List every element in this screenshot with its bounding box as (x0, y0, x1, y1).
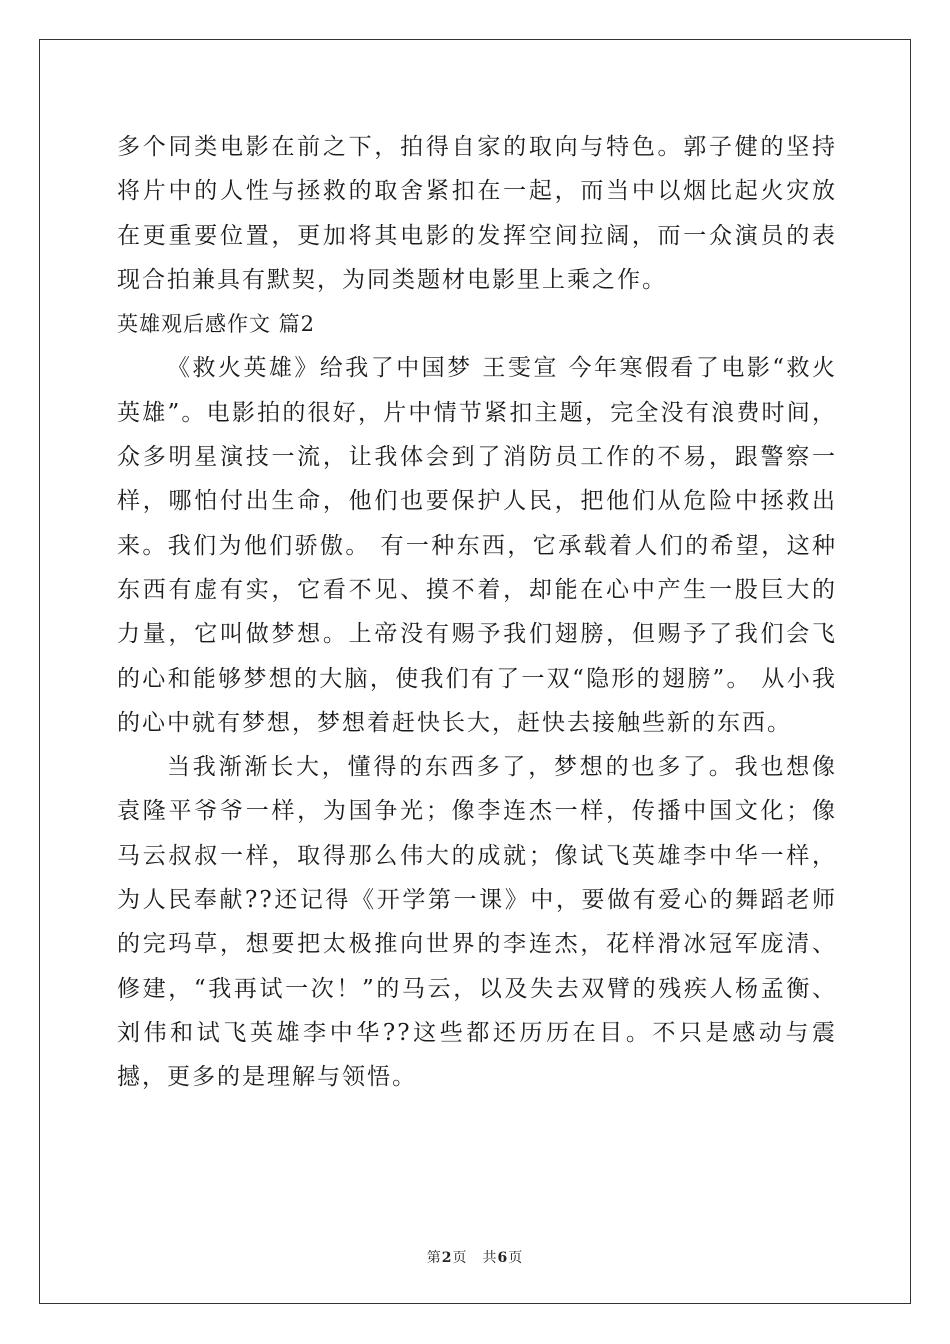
paragraph-2: 《救火英雄》给我了中国梦 王雯宣 今年寒假看了电影“救火英雄”。电影拍的很好，片中情节紧扣主题，完全没有浪费时间，众多明星演技一流，让我体会到了消防员工作的不易，跟警察一样，哪怕付出生命，他们也要保护人民，把他们从危险中拯救出来。我们为他们骄傲。 有一种东西，它承载着人们的希望，这种东西有虚有实，它看不见、摸不着，却能在心中产生一股巨大的力量，它叫做梦想。上帝没有赐予我们翅膀，但赐予了我们会飞的心和能够梦想的大脑，使我们有了一双“隐形的翅膀”。 从小我的心中就有梦想，梦想着赶快长大，赶快去接触些新的东西。 (117, 355, 837, 736)
document-body (117, 125, 837, 1100)
page-footer (0, 1247, 950, 1267)
footer-total-pages: 6 (497, 1250, 509, 1266)
footer-current-page: 2 (441, 1250, 453, 1266)
paragraph-1: 多个同类电影在前之下，拍得自家的取向与特色。郭子健的坚持将片中的人性与拯救的取舍紧扣在一起，而当中以烟比起火灾放在更重要位置，更加将其电影的发挥空间拉阔，而一众演员的表现合拍兼具有默契，为同类题材电影里上乘之作。 (117, 134, 837, 293)
footer-mid: 页 共 (452, 1250, 498, 1266)
paragraph-3: 当我渐渐长大，懂得的东西多了，梦想的也多了。我也想像袁隆平爷爷一样，为国争光；像李连杰一样，传播中国文化；像马云叔叔一样，取得那么伟大的成就；像试飞英雄李中华一样，为人民奉献??还记得《开学第一课》中，要做有爱心的舞蹈老师的完玛草，想要把太极推向世界的李连杰，花样滑冰冠军庞清、修建，“我再试一次！”的马云，以及失去双臂的残疾人杨孟衡、刘伟和试飞英雄李中华??这些都还历历在目。不只是感动与震撼，更多的是理解与领悟。 (117, 754, 837, 1091)
section-heading: 英雄观后感作文 篇2 (117, 312, 316, 337)
footer-prefix: 第 (426, 1250, 442, 1266)
footer-suffix: 页 (508, 1250, 524, 1266)
